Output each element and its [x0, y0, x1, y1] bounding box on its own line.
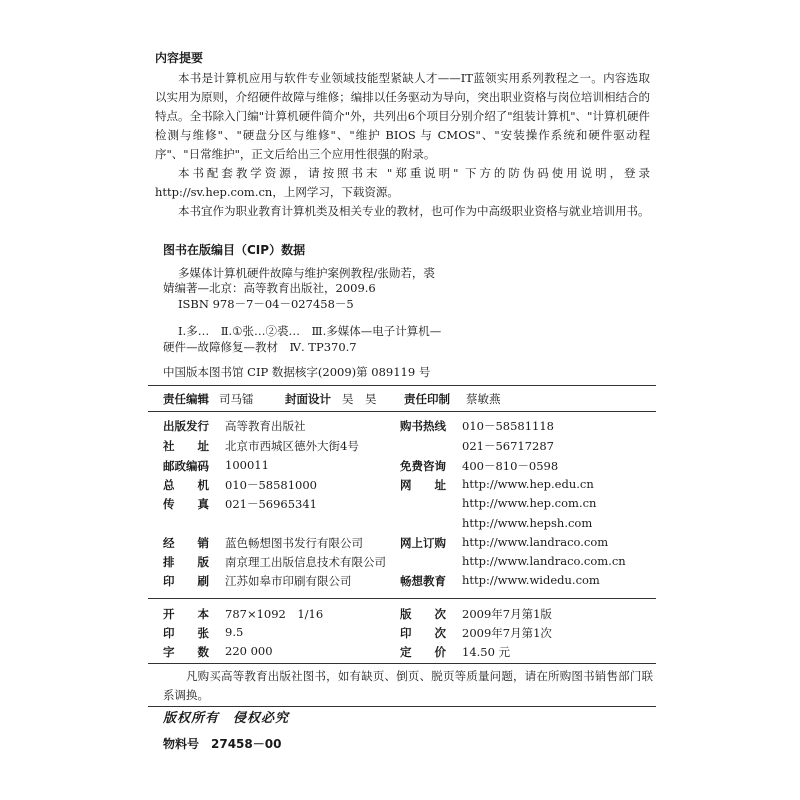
distributor-value: 蓝色畅想图书发行有限公司: [225, 536, 363, 550]
cip-record-number: 中国版本图书馆 CIP 数据核字(2009)第 089119 号: [163, 365, 431, 379]
price-label: 定 价: [400, 645, 446, 659]
cip-heading: 图书在版编目（CIP）数据: [163, 243, 306, 257]
online-order-url-2: http://www.landraco.com.cn: [462, 554, 626, 568]
free-consult-label: 免费咨询: [400, 459, 446, 473]
copyright-notice: 版权所有 侵权必究: [163, 711, 290, 726]
divider-3: [148, 598, 656, 599]
word-count-label: 字 数: [163, 645, 209, 659]
wide-education-label: 畅想教育: [400, 574, 446, 588]
switchboard-value: 010－58581000: [225, 478, 317, 492]
format-value: 787×1092 1/16: [225, 607, 324, 621]
cip-isbn: ISBN 978－7－04－027458－5: [178, 297, 354, 311]
order-hotline-label: 购书热线: [400, 419, 446, 433]
wide-education-url: http://www.widedu.com: [462, 573, 600, 587]
summary-paragraph-2: 本书配套教学资源，请按照书末 "郑重说明" 下方的防伪码使用说明，登录 http://sv.hep.com.cn，上网学习，下载资源。: [155, 166, 650, 199]
printer-label: 印 刷: [163, 574, 209, 588]
cover-design-name: 吴 昊: [342, 392, 377, 406]
quality-notice: 凡购买高等教育出版社图书，如有缺页、倒页、脱页等质量问题，请在所购图书销售部门联系调换。: [163, 669, 653, 702]
divider-top: [148, 385, 656, 386]
print-manager-label: 责任印制: [404, 392, 450, 406]
edition-value: 2009年7月第1版: [462, 607, 552, 621]
editor-label: 责任编辑: [163, 392, 209, 406]
website-url-1: http://www.hep.edu.cn: [462, 477, 594, 491]
summary-heading: 内容提要: [155, 51, 204, 65]
website-url-3: http://www.hepsh.com: [462, 516, 593, 530]
sheets-label: 印 张: [163, 626, 209, 640]
website-label: 网 址: [400, 478, 446, 492]
distributor-label: 经 销: [163, 536, 209, 550]
print-manager-name: 蔡敏燕: [466, 392, 501, 406]
online-order-url-1: http://www.landraco.com: [462, 535, 609, 549]
edition-label: 版 次: [400, 607, 446, 621]
summary-paragraph-1: 本书是计算机应用与软件专业领域技能型紧缺人才——IT蓝领实用系列教程之一。内容选取以实用为原则，介绍硬件故障与维修；编排以任务驱动为导向，突出职业资格与岗位培训相结合的特点。全书除入门编"计算机硬件简介"外，共列出6个项目分别介绍了"组装计算机"、"计算机硬件检测与维修"、"硬盘分区与维修"、"维护 BIOS 与 CMOS"、"安装操作系统和硬件驱动程序"、"日常维护"，正文后给出三个应用性很强的附录。: [155, 71, 650, 161]
printing-label: 印 次: [400, 626, 446, 640]
sheets-value: 9.5: [225, 625, 244, 639]
printer-value: 江苏如皋市印刷有限公司: [225, 574, 352, 588]
publisher-value: 高等教育出版社: [225, 419, 306, 433]
free-consult-value: 400－810－0598: [462, 459, 559, 473]
cip-line-4: Ⅰ.多… Ⅱ.①张…②裘… Ⅲ.多媒体—电子计算机—: [178, 324, 442, 338]
typesetting-label: 排 版: [163, 555, 209, 569]
format-label: 开 本: [163, 607, 209, 621]
cip-line-2: 婧编著—北京：高等教育出版社，2009.6: [163, 281, 376, 295]
switchboard-label: 总 机: [163, 478, 209, 492]
order-hotline-1: 010－58581118: [462, 419, 554, 433]
price-value: 14.50 元: [462, 645, 511, 659]
cip-line-1: 多媒体计算机硬件故障与维护案例教程/张勋若，裘: [178, 266, 435, 280]
editor-name: 司马镭: [219, 392, 254, 406]
divider-5: [148, 706, 656, 707]
website-url-2: http://www.hep.com.cn: [462, 496, 597, 510]
fax-label: 传 真: [163, 497, 209, 511]
divider-2: [148, 411, 656, 412]
postcode-label: 邮政编码: [163, 459, 209, 473]
fax-value: 021－56965341: [225, 497, 317, 511]
order-hotline-2: 021－56717287: [462, 439, 554, 453]
cover-design-label: 封面设计: [285, 392, 331, 406]
word-count-value: 220 000: [225, 644, 273, 658]
cip-line-5: 硬件—故障修复—教材 Ⅳ. TP370.7: [163, 340, 357, 354]
summary-paragraph-3: 本书宜作为职业教育计算机类及相关专业的教材，也可作为中高级职业资格与就业培训用书。: [178, 204, 650, 218]
material-number: 物料号 27458－00: [163, 737, 282, 751]
printing-value: 2009年7月第1次: [462, 626, 552, 640]
postcode-value: 100011: [225, 458, 269, 472]
online-order-label: 网上订购: [400, 536, 446, 550]
divider-4: [148, 663, 656, 664]
address-label: 社 址: [163, 439, 209, 453]
address-value: 北京市西城区德外大街4号: [225, 439, 359, 453]
typesetting-value: 南京理工出版信息技术有限公司: [225, 555, 386, 569]
publisher-label: 出版发行: [163, 419, 209, 433]
